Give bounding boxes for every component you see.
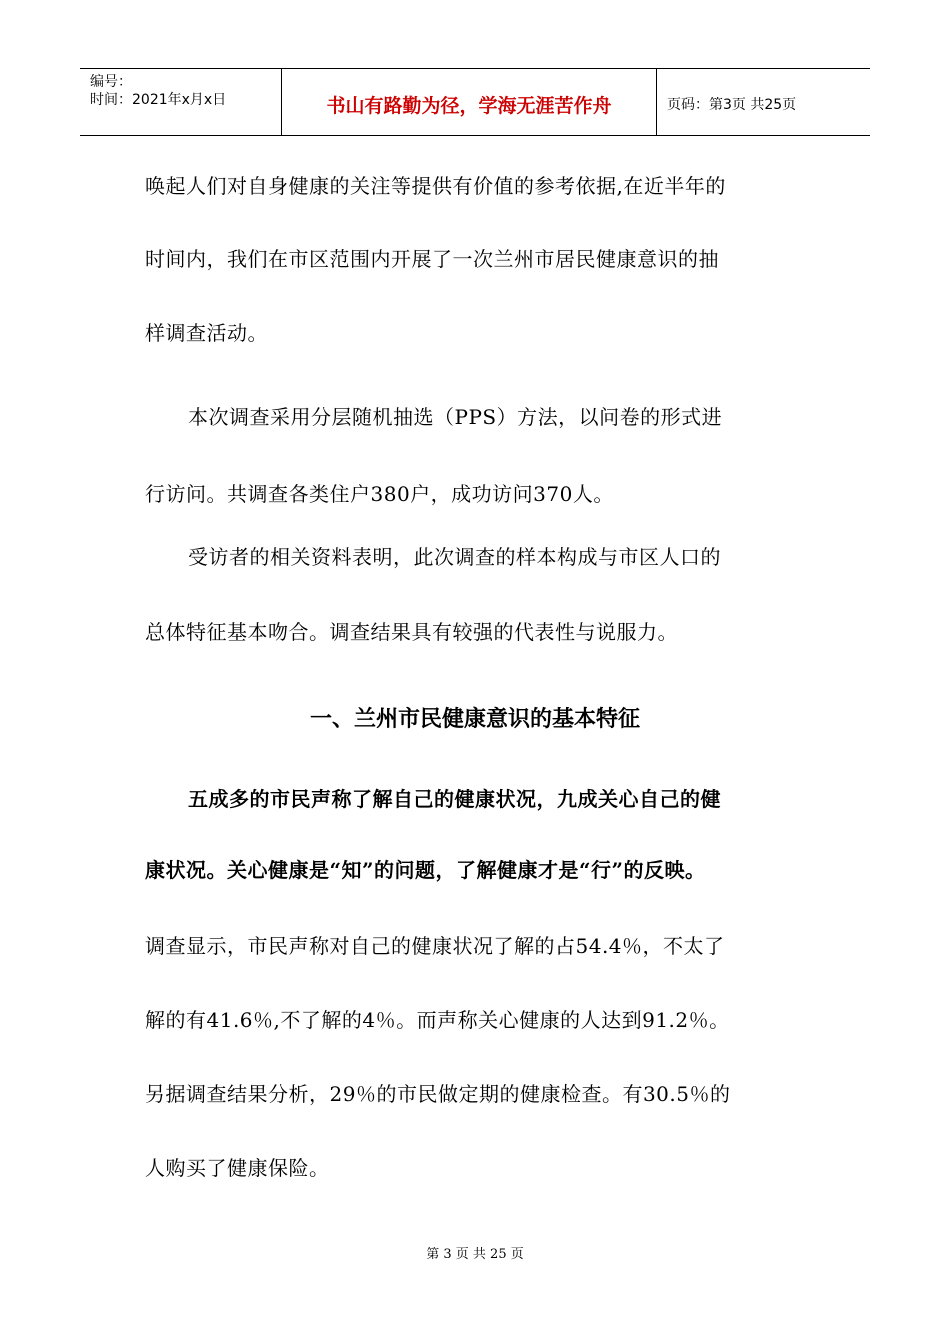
body-line: 唤起人们对自身健康的关注等提供有价值的参考依据,在近半年的 [145,174,726,198]
header-number-label: 编号： [90,74,132,90]
bold-summary-line: 康状况。关心健康是“知”的问题，了解健康才是“行”的反映。 [145,858,706,882]
page-footer: 第 3 页 共 25 页 [426,1247,524,1262]
section-heading: 一、兰州市民健康意识的基本特征 [309,707,640,732]
header-motto: 书山有路勤为径，学海无涯苦作舟 [282,69,657,135]
body-line: 另据调查结果分析，29％的市民做定期的健康检查。有30.5％的 [145,1082,731,1106]
body-line: 调查显示，市民声称对自己的健康状况了解的占54.4％，不太了 [145,934,725,958]
bold-summary-line: 五成多的市民声称了解自己的健康状况，九成关心自己的健 [188,787,721,811]
page-header [80,68,870,136]
header-page-info: 页码：第3页 共25页 [667,97,797,113]
body-line: 人购买了健康保险。 [145,1156,330,1180]
body-line: 本次调查采用分层随机抽选（PPS）方法，以问卷的形式进 [188,405,723,429]
body-line: 样调查活动。 [145,321,268,345]
body-line: 受访者的相关资料表明，此次调查的样本构成与市区人口的 [188,545,721,569]
header-meta-cell [80,69,282,135]
body-line: 总体特征基本吻合。调查结果具有较强的代表性与说服力。 [145,620,678,644]
body-line: 行访问。共调查各类住户380户，成功访问370人。 [145,482,614,506]
body-line: 时间内，我们在市区范围内开展了一次兰州市居民健康意识的抽 [145,247,719,271]
header-time-label: 时间：2021年x月x日 [90,92,227,108]
body-line: 解的有41.6％,不了解的4％。而声称关心健康的人达到91.2％。 [145,1008,730,1032]
